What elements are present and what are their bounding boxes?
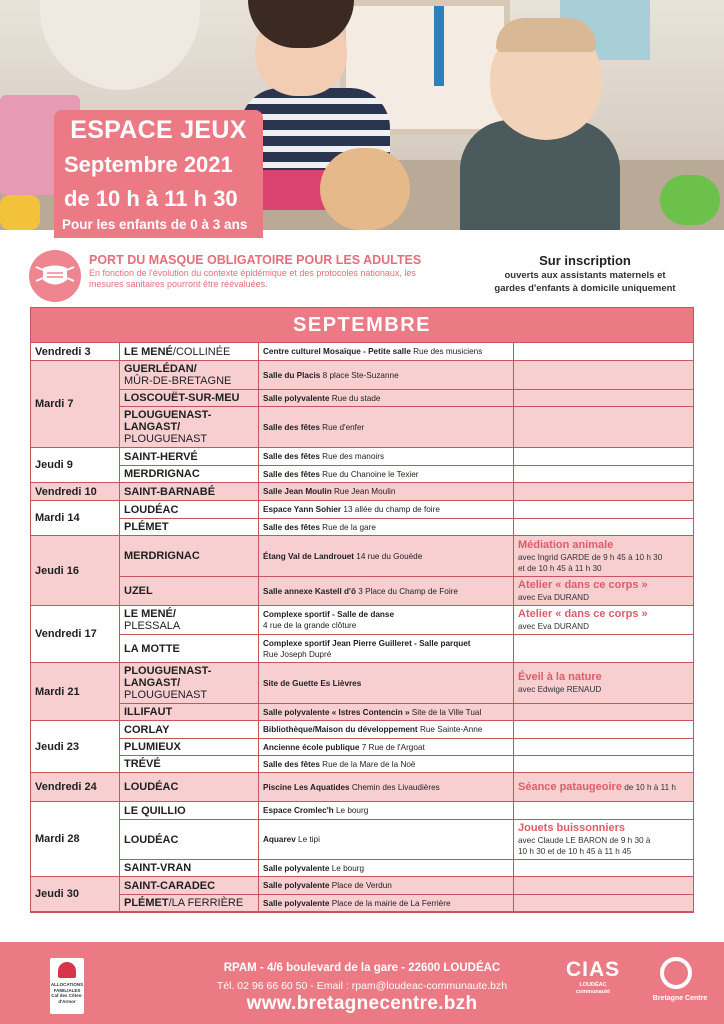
day-group — [31, 877, 693, 912]
table-row — [120, 703, 693, 720]
town-name: MERDRIGNAC — [124, 468, 200, 480]
day-group — [31, 536, 693, 606]
table-row — [120, 361, 693, 389]
town-name-line-2: MÛR-DE-BRETAGNE — [124, 375, 232, 387]
town-cell — [120, 519, 259, 535]
notice-title: PORT DU MASQUE OBLIGATOIRE POUR LES ADULTES — [89, 253, 422, 267]
venue-cell — [259, 739, 514, 755]
venue-name: Aquarev — [263, 835, 296, 844]
activity-cell — [514, 501, 693, 518]
town-name-line-2: PLOUGUENAST — [124, 689, 208, 701]
activity-cell — [514, 635, 693, 662]
town-cell — [120, 635, 259, 662]
caf-logo — [50, 958, 84, 1014]
town-name: LOUDÉAC — [124, 503, 179, 516]
venue-cell — [259, 895, 514, 911]
day-label: Jeudi 9 — [31, 448, 120, 482]
activity-cell — [514, 756, 693, 772]
table-row — [120, 859, 693, 876]
venue-name: Bibliothèque/Maison du développement — [263, 725, 418, 734]
inscription-title: Sur inscription — [539, 253, 631, 268]
table-row — [120, 877, 693, 894]
town-name: PLUMIEUX — [124, 741, 181, 753]
venue-name: Étang Val de Landrouet — [263, 551, 354, 561]
venue-name: Salle polyvalente « Istres Contencin » — [263, 707, 410, 717]
activity-cell — [514, 895, 693, 911]
town-cell — [120, 501, 259, 518]
venue-name: Complexe sportif - Salle de danse — [263, 610, 395, 619]
table-row — [120, 802, 693, 819]
activity-cell — [514, 390, 693, 406]
venue-cell — [259, 820, 514, 859]
venue-address: 14 rue du Gouède — [354, 551, 423, 561]
table-heading: SEPTEMBRE — [31, 308, 693, 343]
plush-toy — [40, 0, 200, 90]
title-hours: de 10 h à 11 h 30 — [64, 186, 238, 211]
schedule-groups — [31, 343, 693, 912]
day-group — [31, 448, 693, 483]
venue-address: 3 Place du Champ de Foire — [355, 586, 458, 596]
day-group — [31, 721, 693, 773]
venue-address: Le bourg — [329, 863, 365, 873]
venue-address: Place de la mairie de La Ferrière — [329, 898, 451, 908]
venue-name: Piscine Les Aquatides — [263, 782, 350, 792]
title-month: Septembre 2021 — [64, 152, 233, 177]
venue-address: 4 rue de la grande clôture — [263, 621, 357, 630]
day-label: Vendredi 10 — [31, 483, 120, 500]
venue-cell — [259, 773, 514, 801]
town-cell — [120, 860, 259, 876]
venue-name: Salle des fêtes — [263, 422, 320, 432]
table-row — [120, 894, 693, 911]
town-name: SAINT-VRAN — [124, 862, 192, 874]
town-cell — [120, 343, 259, 360]
activity-cell — [514, 704, 693, 720]
inscription-text — [468, 269, 702, 295]
town-cell — [120, 407, 259, 447]
mask-icon — [29, 250, 81, 302]
venue-name: Salle des fêtes — [263, 469, 320, 479]
venue-address: Rue Sainte-Anne — [417, 725, 483, 734]
cias-logo — [566, 958, 620, 1008]
cias-logo-text: CIAS — [566, 958, 621, 981]
venue-name: Salle polyvalente — [263, 881, 330, 890]
table-row — [120, 448, 693, 465]
activity-title: Atelier « dans ce corps » — [518, 608, 648, 620]
venue-name: Salle polyvalente — [263, 393, 330, 403]
inscription-line-2: gardes d'enfants à domicile uniquement — [494, 283, 676, 294]
venue-name: Salle des fêtes — [263, 522, 320, 532]
day-group — [31, 483, 693, 501]
day-group — [31, 773, 693, 802]
town-name-secondary: /COLLINÉE — [172, 345, 231, 358]
table-row — [120, 389, 693, 406]
footer-website-link[interactable]: www.bretagnecentre.bzh — [246, 993, 478, 1014]
table-row — [120, 576, 693, 605]
town-name: ILLIFAUT — [124, 706, 173, 718]
venue-cell — [259, 877, 514, 894]
table-row — [120, 465, 693, 482]
venue-name: Complexe sportif Jean Pierre Guilleret - Salle parquet — [263, 638, 471, 648]
caf-emblem-icon — [58, 962, 76, 978]
town-cell — [120, 773, 259, 801]
town-cell — [120, 895, 259, 911]
town-cell — [120, 536, 259, 576]
activity-cell — [514, 820, 693, 859]
day-label: Vendredi 24 — [31, 773, 120, 801]
footer-contact[interactable]: Tél. 02 96 66 60 50 - Email : rpam@loudeac-communaute.bzh — [216, 980, 508, 992]
venue-address: Rue du stade — [329, 393, 381, 403]
town-name-line-2: PLOUGUENAST — [124, 433, 208, 445]
activity-title: Séance pataugeoire — [518, 780, 622, 793]
town-name: TRÉVÉ — [124, 758, 161, 770]
day-group — [31, 606, 693, 663]
venue-address: Place de Verdun — [329, 881, 392, 890]
day-group — [31, 802, 693, 877]
venue-address: Rue de la Mare de la Noë — [319, 759, 416, 769]
activity-cell — [514, 577, 693, 605]
day-group — [31, 361, 693, 448]
table-row — [120, 606, 693, 634]
activity-title: Atelier « dans ce corps » — [518, 579, 648, 591]
town-name: LE MENÉ — [124, 345, 173, 358]
town-cell — [120, 820, 259, 859]
town-cell — [120, 390, 259, 406]
venue-address: Chemin des Livaudières — [349, 782, 440, 792]
venue-address: Rue des manoirs — [319, 452, 385, 461]
table-row — [120, 343, 693, 360]
venue-cell — [259, 606, 514, 634]
day-label: Vendredi 3 — [31, 343, 120, 360]
day-label: Mardi 7 — [31, 361, 120, 447]
table-row — [120, 518, 693, 535]
venue-name: Salle Jean Moulin — [263, 487, 332, 496]
town-name: PLÉMET — [124, 521, 169, 533]
venue-name: Site de Guette Es Lièvres — [263, 678, 362, 688]
caf-logo-text: ALLOCATIONS FAMILIALES Caf des Côtes-d'Armor — [50, 982, 84, 1004]
venue-name: Salle du Placis — [263, 370, 321, 380]
town-name: GUERLÉDAN/ — [124, 363, 197, 375]
venue-cell — [259, 390, 514, 406]
day-label: Jeudi 30 — [31, 877, 120, 911]
page-title: ESPACE JEUX — [70, 116, 247, 144]
venue-name: Ancienne école publique — [263, 742, 360, 752]
activity-cell — [514, 448, 693, 465]
bretagne-centre-logo-text: Bretagne Centre — [652, 995, 708, 1002]
activity-time: de 10 h à 11 h — [621, 782, 676, 792]
venue-address: Le tipi — [295, 835, 320, 844]
venue-address: Le bourg — [333, 806, 369, 815]
day-group — [31, 663, 693, 721]
venue-name: Salle polyvalente — [263, 898, 330, 908]
town-cell — [120, 361, 259, 389]
venue-cell — [259, 361, 514, 389]
table-row — [120, 483, 693, 500]
town-cell — [120, 483, 259, 500]
venue-cell — [259, 407, 514, 447]
town-name-line-2: PLESSALA — [124, 620, 181, 632]
green-toy — [660, 175, 720, 225]
town-cell — [120, 704, 259, 720]
town-cell — [120, 606, 259, 634]
cias-logo-subtext: LOUDÉAC communauté — [575, 982, 611, 995]
inscription-line-1: ouverts aux assistants maternels et — [504, 270, 666, 281]
venue-address: Rue Jean Moulin — [331, 487, 396, 496]
table-row — [120, 755, 693, 772]
venue-cell — [259, 466, 514, 482]
town-name: LE MENÉ/ — [124, 608, 176, 620]
town-cell — [120, 802, 259, 819]
town-cell — [120, 721, 259, 738]
town-name: LA MOTTE — [124, 642, 180, 655]
venue-address: Rue d'enfer — [319, 422, 365, 432]
activity-details: avec Ingrid GARDE de 9 h 45 à 10 h 30 — [518, 552, 663, 562]
table-row — [120, 721, 693, 738]
venue-cell — [259, 756, 514, 772]
town-cell — [120, 739, 259, 755]
teddy-bear — [320, 148, 410, 230]
activity-details-line-2: 10 h 30 et de 10 h 45 à 11 h 45 — [518, 847, 632, 856]
town-name: LE QUILLIO — [124, 804, 186, 817]
venue-address: Rue Joseph Dupré — [263, 649, 332, 659]
venue-cell — [259, 860, 514, 876]
notice-text: En fonction de l'évolution du contexte épidémique et des protocoles nationaux, les mesures sanitaires pourront être réévaluées. — [89, 268, 416, 289]
table-row — [120, 663, 693, 703]
venue-name: Espace Yann Sohier — [263, 505, 342, 514]
child-boy-hair — [496, 18, 596, 52]
activity-title: Éveil à la nature — [518, 671, 602, 683]
activity-title: Médiation animale — [518, 538, 614, 551]
table-row — [120, 406, 693, 447]
town-name: CORLAY — [124, 723, 170, 736]
venue-address: Rue du Chanoine le Texier — [319, 469, 419, 479]
venue-name: Salle des fêtes — [263, 759, 320, 769]
venue-cell — [259, 448, 514, 465]
footer-address: RPAM - 4/6 boulevard de la gare - 22600 LOUDÉAC — [223, 962, 501, 974]
town-name: LOSCOUËT-SUR-MEU — [124, 392, 240, 404]
town-name: PLOUGUENAST-LANGAST/ — [124, 665, 212, 689]
venue-cell — [259, 802, 514, 819]
venue-name: Salle annexe Kastell d'ô — [263, 586, 356, 596]
venue-cell — [259, 721, 514, 738]
schedule-table — [30, 307, 694, 913]
venue-address: Site de la Ville Tual — [409, 707, 482, 717]
activity-cell — [514, 773, 693, 801]
title-box — [54, 110, 263, 238]
town-cell — [120, 877, 259, 894]
town-name: SAINT-BARNABÉ — [124, 485, 216, 498]
venue-cell — [259, 519, 514, 535]
venue-cell — [259, 577, 514, 605]
venue-name: Salle des fêtes — [263, 452, 320, 461]
activity-details: avec Edwige RENAUD — [518, 685, 602, 694]
day-label: Mardi 21 — [31, 663, 120, 720]
venue-name: Centre culturel Mosaïque - Petite salle — [263, 347, 411, 356]
activity-details: avec Claude LE BARON de 9 h 30 à — [518, 836, 651, 845]
yellow-toy — [0, 195, 40, 230]
activity-cell — [514, 877, 693, 894]
venue-name: Espace Cromlec'h — [263, 806, 334, 815]
venue-cell — [259, 663, 514, 703]
town-cell — [120, 448, 259, 465]
town-name: PLOUGUENAST-LANGAST/ — [124, 409, 212, 433]
town-name: UZEL — [124, 585, 153, 597]
venue-address: 7 Rue de l'Argoat — [359, 742, 425, 752]
activity-cell — [514, 802, 693, 819]
activity-cell — [514, 343, 693, 360]
bretagne-centre-logo-icon — [660, 957, 692, 989]
venue-address: 13 allée du champ de foire — [341, 505, 440, 514]
day-group — [31, 501, 693, 536]
activity-cell — [514, 361, 693, 389]
venue-address: Rue de la gare — [319, 522, 376, 532]
bretagne-centre-logo — [640, 957, 710, 1012]
venue-name: Salle polyvalente — [263, 863, 330, 873]
table-row — [120, 501, 693, 518]
town-cell — [120, 466, 259, 482]
activity-cell — [514, 739, 693, 755]
town-cell — [120, 756, 259, 772]
table-row — [120, 536, 693, 576]
venue-cell — [259, 635, 514, 662]
venue-address: Rue des musiciens — [410, 347, 483, 356]
day-label: Mardi 14 — [31, 501, 120, 535]
table-row — [120, 634, 693, 662]
activity-cell — [514, 407, 693, 447]
activity-cell — [514, 663, 693, 703]
activity-cell — [514, 519, 693, 535]
venue-cell — [259, 483, 514, 500]
town-cell — [120, 663, 259, 703]
activity-cell — [514, 860, 693, 876]
day-group — [31, 343, 693, 361]
activity-cell — [514, 483, 693, 500]
town-name: LOUDÉAC — [124, 833, 179, 846]
activity-details: avec Eva DURAND — [518, 622, 589, 631]
activity-cell — [514, 536, 693, 576]
activity-cell — [514, 466, 693, 482]
venue-address: 8 place Ste-Suzanne — [320, 370, 399, 380]
title-audience: Pour les enfants de 0 à 3 ans — [62, 217, 248, 232]
table-row — [120, 819, 693, 859]
venue-cell — [259, 501, 514, 518]
activity-cell — [514, 721, 693, 738]
town-name: PLÉMET — [124, 897, 169, 909]
town-name: LOUDÉAC — [124, 781, 179, 793]
town-name: SAINT-HERVÉ — [124, 450, 198, 463]
activity-title: Jouets buissonniers — [518, 822, 625, 834]
town-name: MERDRIGNAC — [124, 550, 200, 562]
venue-cell — [259, 536, 514, 576]
town-cell — [120, 577, 259, 605]
town-name-secondary: /LA FERRIÈRE — [168, 897, 244, 909]
day-label: Mardi 28 — [31, 802, 120, 876]
town-name: SAINT-CARADEC — [124, 879, 216, 892]
day-label: Vendredi 17 — [31, 606, 120, 662]
table-row — [120, 773, 693, 801]
activity-details: avec Eva DURAND — [518, 593, 589, 602]
activity-cell — [514, 606, 693, 634]
day-label: Jeudi 23 — [31, 721, 120, 772]
table-row — [120, 738, 693, 755]
activity-details-line-2: et de 10 h 45 à 11 h 30 — [518, 563, 602, 573]
venue-cell — [259, 704, 514, 720]
venue-cell — [259, 343, 514, 360]
day-label: Jeudi 16 — [31, 536, 120, 605]
